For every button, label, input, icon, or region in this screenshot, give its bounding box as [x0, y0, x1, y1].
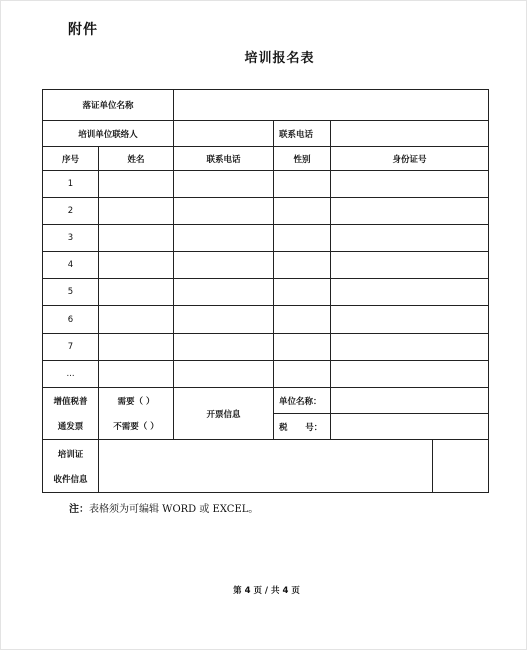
gender-cell[interactable] — [274, 198, 331, 225]
gender-cell[interactable] — [274, 361, 331, 388]
phone-cell[interactable] — [174, 334, 274, 361]
tax-id-field[interactable] — [331, 414, 489, 440]
gender-cell[interactable] — [274, 225, 331, 252]
gender-cell[interactable] — [274, 279, 331, 306]
table-row — [43, 334, 489, 361]
unit-name-field[interactable] — [174, 90, 489, 121]
row-index: 1 — [43, 171, 99, 198]
phone-cell[interactable] — [174, 361, 274, 388]
row-index: 5 — [43, 279, 99, 306]
gender-cell[interactable] — [274, 334, 331, 361]
phone-cell[interactable] — [174, 171, 274, 198]
note-label: 注： — [69, 504, 89, 515]
id-number-cell[interactable] — [331, 306, 489, 334]
table-row — [43, 171, 489, 198]
id-number-cell[interactable] — [331, 252, 489, 279]
table-row — [43, 279, 489, 306]
table-row — [43, 306, 489, 334]
note-text: 表格须为可编辑 WORD 或 EXCEL。 — [89, 504, 259, 515]
name-cell[interactable] — [99, 252, 174, 279]
certificate-delivery-field[interactable] — [99, 440, 433, 493]
contact-person-field[interactable] — [174, 121, 274, 147]
invoice-need-options — [99, 388, 174, 440]
table-row — [43, 361, 489, 388]
column-header-name: 姓名 — [99, 147, 174, 171]
gender-cell[interactable] — [274, 252, 331, 279]
name-cell[interactable] — [99, 225, 174, 252]
id-number-cell[interactable] — [331, 279, 489, 306]
vat-label-line2: 通发票 — [57, 422, 84, 432]
column-header-gender: 性别 — [274, 147, 331, 171]
row-index: 2 — [43, 198, 99, 225]
name-cell[interactable] — [99, 198, 174, 225]
id-number-cell[interactable] — [331, 334, 489, 361]
column-header-index: 序号 — [43, 147, 99, 171]
tax-id-label: 税 号： — [274, 414, 331, 440]
row-index: 4 — [43, 252, 99, 279]
row-invoice-top — [43, 388, 489, 414]
row-index: 7 — [43, 334, 99, 361]
cert-label-line1: 培训证 — [57, 449, 84, 460]
phone-cell[interactable] — [174, 225, 274, 252]
company-name-field[interactable] — [331, 388, 489, 414]
table-row — [43, 225, 489, 252]
page-title: 培训报名表 — [244, 51, 315, 66]
certificate-delivery-label — [43, 440, 99, 493]
certificate-delivery-extra-field[interactable] — [433, 440, 489, 493]
row-unit-name — [43, 90, 489, 121]
registration-form-table — [42, 89, 489, 493]
id-number-cell[interactable] — [331, 171, 489, 198]
contact-phone-field[interactable] — [331, 121, 489, 147]
table-row — [43, 252, 489, 279]
phone-cell[interactable] — [174, 198, 274, 225]
need-option[interactable]: 需要（ ） — [117, 397, 155, 407]
name-cell[interactable] — [99, 361, 174, 388]
phone-cell[interactable] — [174, 279, 274, 306]
unit-name-label: 落证单位名称 — [43, 90, 174, 121]
row-index: 3 — [43, 225, 99, 252]
page-number-footer: 第 4 页 / 共 4 页 — [233, 586, 300, 596]
column-header-id-number: 身份证号 — [331, 147, 489, 171]
row-index: 6 — [43, 306, 99, 334]
cert-label-line2: 收件信息 — [53, 474, 88, 485]
company-name-label: 单位名称： — [274, 388, 331, 414]
column-header-phone: 联系电话 — [174, 147, 274, 171]
attachment-label: 附件 — [68, 22, 98, 38]
vat-invoice-label — [43, 388, 99, 440]
form-note — [69, 500, 258, 515]
row-index: ... — [43, 361, 99, 388]
name-cell[interactable] — [99, 279, 174, 306]
id-number-cell[interactable] — [331, 225, 489, 252]
no-need-option[interactable]: 不需要（ ） — [113, 422, 159, 432]
row-contact — [43, 121, 489, 147]
row-column-headers — [43, 147, 489, 171]
contact-person-label: 培训单位联络人 — [43, 121, 174, 147]
table-row — [43, 198, 489, 225]
id-number-cell[interactable] — [331, 361, 489, 388]
phone-cell[interactable] — [174, 252, 274, 279]
phone-cell[interactable] — [174, 306, 274, 334]
contact-phone-label: 联系电话 — [274, 121, 331, 147]
invoice-info-label: 开票信息 — [174, 388, 274, 440]
name-cell[interactable] — [99, 306, 174, 334]
name-cell[interactable] — [99, 334, 174, 361]
row-certificate-delivery — [43, 440, 489, 493]
gender-cell[interactable] — [274, 306, 331, 334]
name-cell[interactable] — [99, 171, 174, 198]
gender-cell[interactable] — [274, 171, 331, 198]
id-number-cell[interactable] — [331, 198, 489, 225]
vat-label-line1: 增值税普 — [53, 397, 88, 407]
